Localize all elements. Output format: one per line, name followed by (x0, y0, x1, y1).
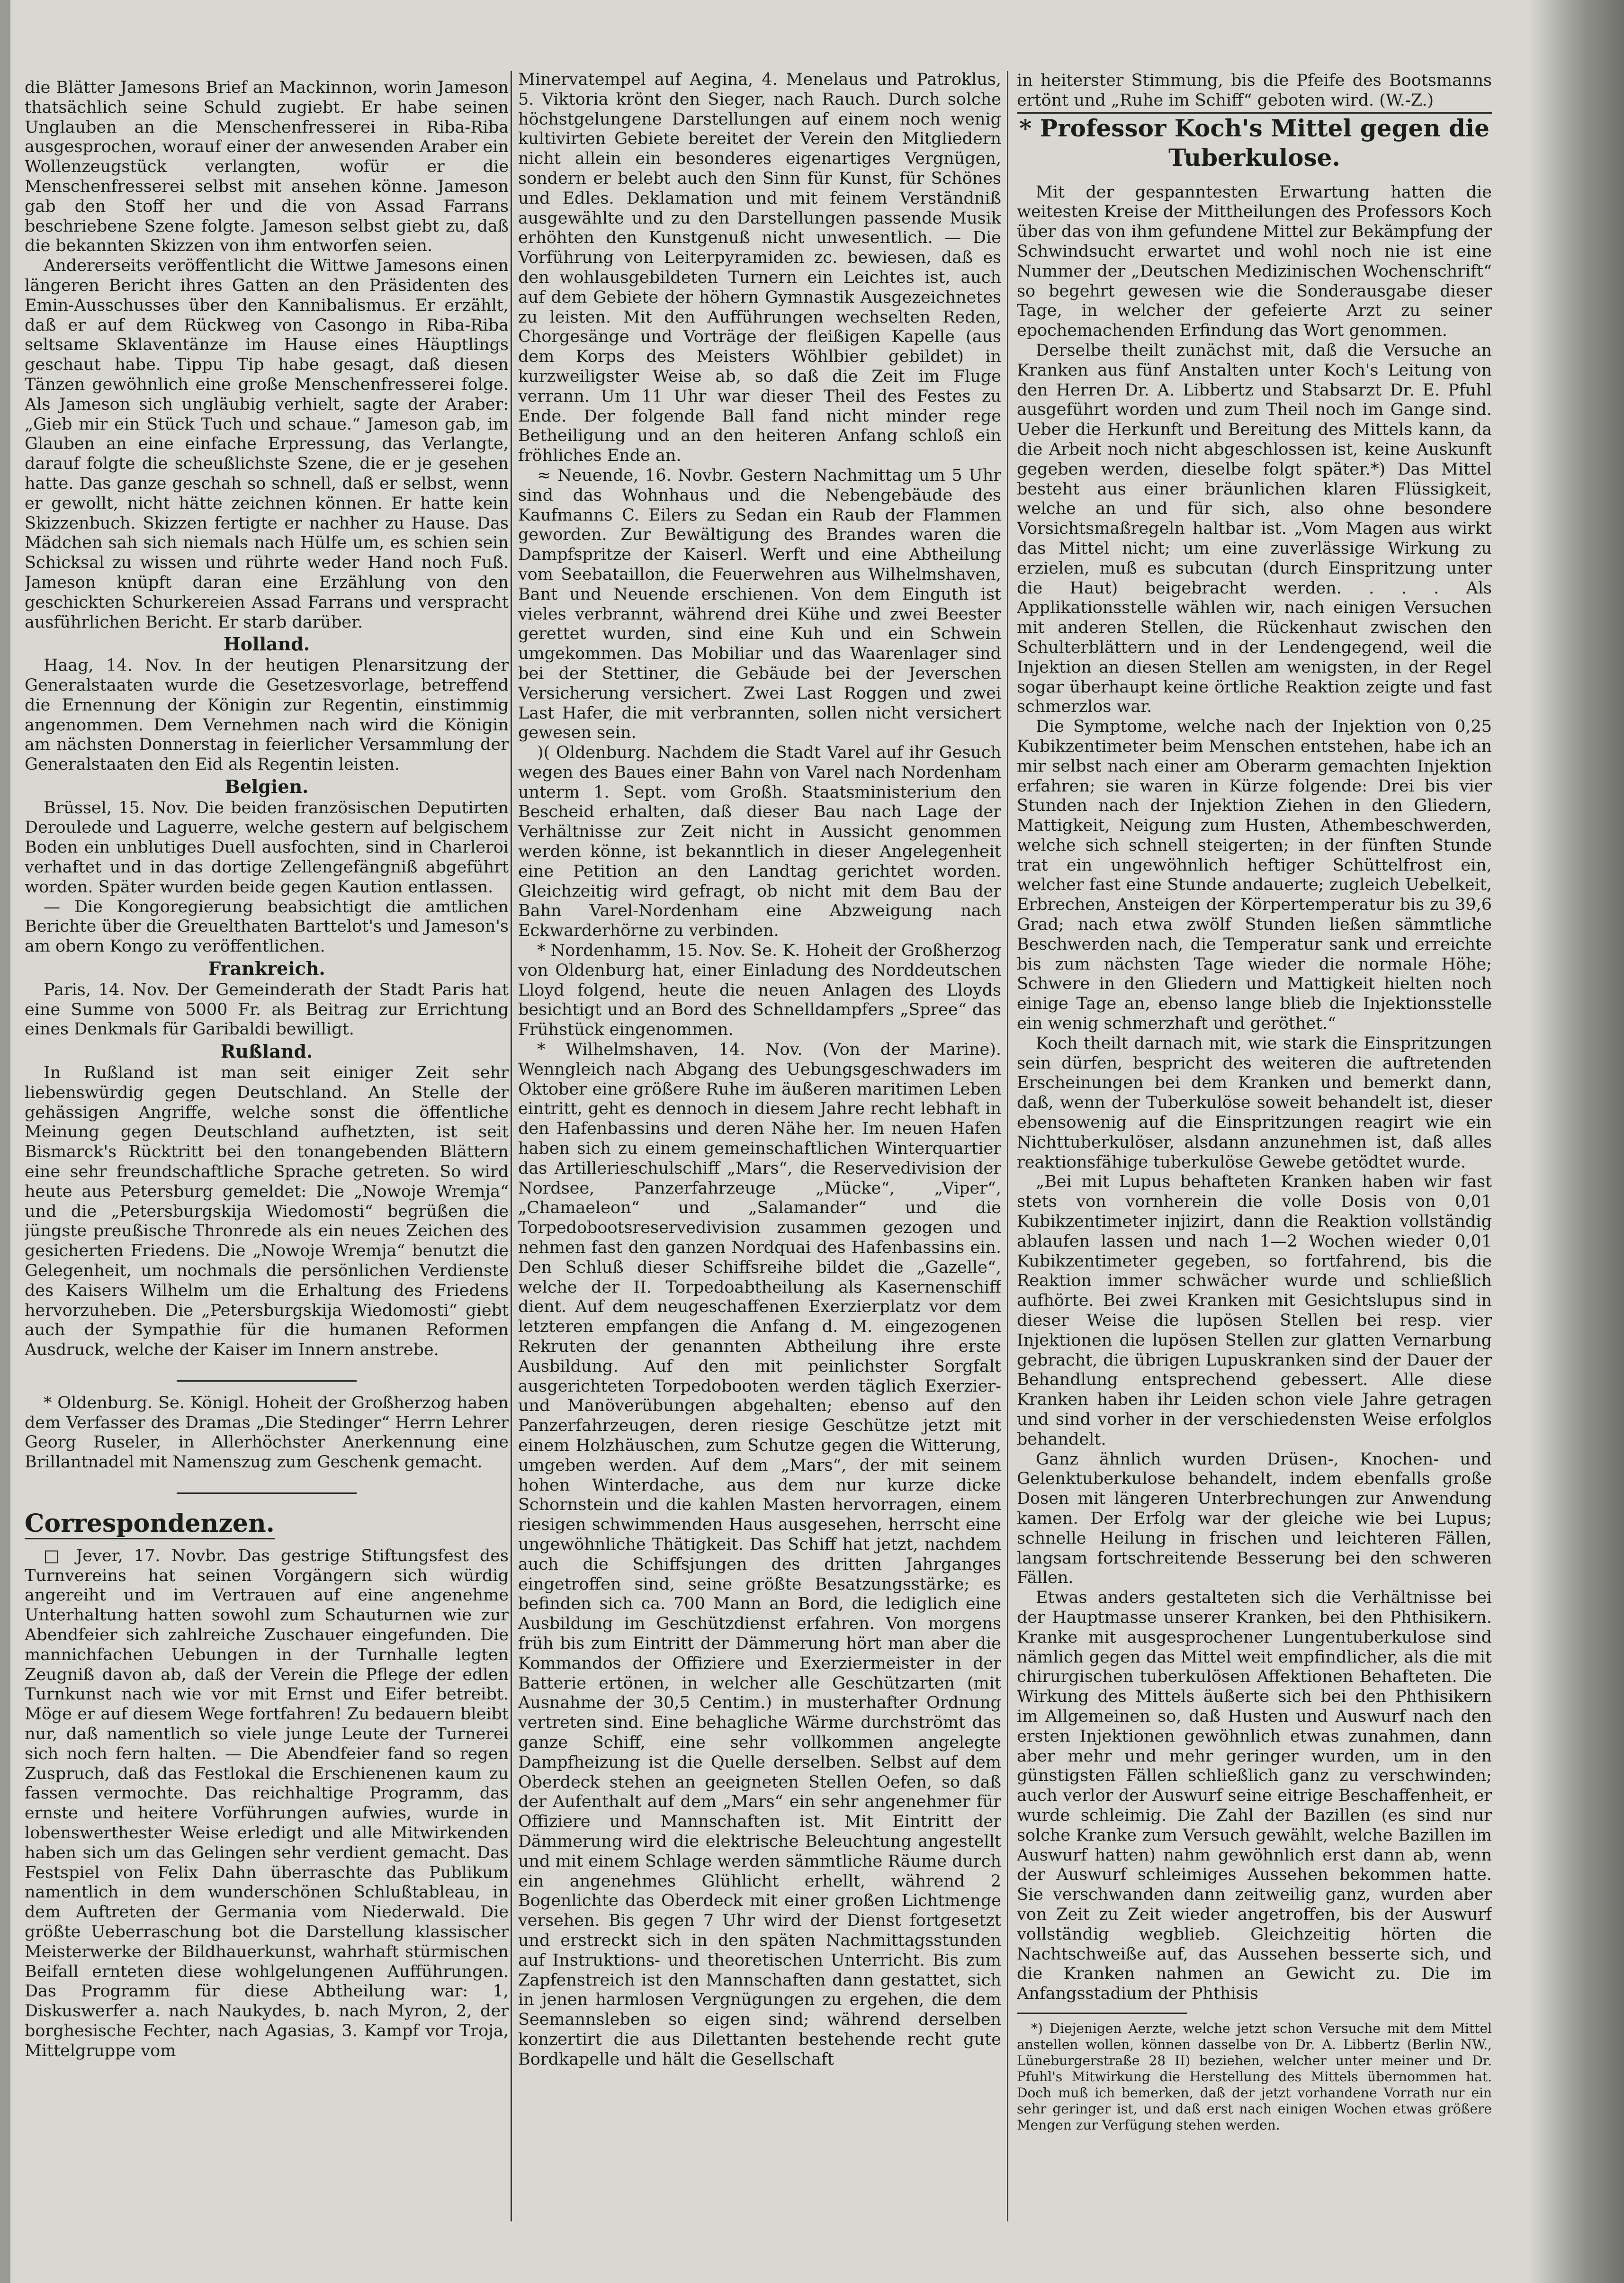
column-1 (25, 78, 509, 2229)
article-text: die Blätter Jamesons Brief an Mackinnon, worin Jameson thatsächlich seine Schuld zugiebt. Er habe seinen Unglauben an die Menschenfresserei in Riba-Riba ausgesprochen, worauf einer der anwesenden Araber ein Wollenzeugstück verlangten, wofür er die Menschenfresserei selbst mit ansehen könne. Jameson gab den Stoff her und die von Assad Farrans beschriebene Szene folgte. Jameson selbst giebt zu, daß die bekannten Skizzen von ihm entworfen seien. (25, 78, 509, 256)
section-heading-holland: Holland. (223, 633, 310, 655)
footnote-rule (1017, 2013, 1187, 2014)
section-heading-correspondenzen: Correspondenzen. (25, 1510, 509, 1538)
article-text: Die Symptome, welche nach der Injektion von 0,25 Kubikzentimeter beim Menschen entstehen, habe ich an mir selbst nach einer am Oberarm gemachten Injektion erfahren; sie waren in Kürze folgende: Drei bis vier Stunden nach der Injektion Ziehen in den Gliedern, Mattigkeit, Neigung zum Husten, Athembeschwerden, welche sich schnell steigerten; in der fünften Stunde trat ein ungewöhnlich heftiger Schüttelfrost ein, welcher fast eine Stunde andauerte; zugleich Uebelkeit, Erbrechen, Ansteigen der Körpertemperatur bis zu 39,6 Grad; nach etwa zwölf Stunden ließen sämmtliche Beschwerden nach, die Temperatur sank und erreichte bis zum nächsten Tage wieder die normale Höhe; Schwere in den Gliedern und Mattigkeit hielten noch einige Tage an, ebenso lange blieb die Injektionsstelle ein wenig schmerzhaft und geröthet.“ (1017, 717, 1492, 1034)
article-text: □ Jever, 17. Novbr. Das gestrige Stiftungsfest des Turnvereins hat seinen Vorgängern sich würdig angereiht und im Vertrauen auf eine angenehme Unterhaltung hatten sowohl zum Schauturnen wie zur Abendfeier sich zahlreiche Zuschauer eingefunden. Die mannichfachen Uebungen in der Turnhalle legten Zeugniß davon ab, daß der Verein die Pflege der edlen Turnkunst nach wie vor mit Ernst und Eifer betreibt. Möge er auf diesem Wege fortfahren! Zu bedauern bleibt nur, daß namentlich so viele junge Leute der Turnerei sich noch fern halten. — Die Abendfeier fand so regen Zuspruch, daß das Festlokal die Erschienenen kaum zu fassen vermochte. Das reichhaltige Programm, das ernste und heitere Vorführungen aufwies, wurde in lobenswerthester Weise erledigt und alle Mitwirkenden haben sich um das Gelingen sehr verdient gemacht. Das Festspiel von Felix Dahn überraschte das Publikum namentlich in dem wunderschönen Schlußtableau, in dem Auftreten der Germania vom Niederwald. Die größte Ueberraschung bot die Darstellung klassischer Meisterwerke der Bildhauerkunst, wahrhaft stürmischen Beifall ernteten diese wohlgelungenen Aufführungen. Das Programm für diese Abtheilung war: 1, Diskuswerfer a. nach Naukydes, b. nach Myron, 2, der borghesische Fechter, nach Agasias, 3. Kampf vor Troja, Mittelgruppe vom (25, 1546, 509, 2060)
article-text: Mit der gespanntesten Erwartung hatten die weitesten Kreise der Mittheilungen des Professors Koch über das von ihm gefundene Mittel zur Bekämpfung der Schwindsucht erwartet und wohl noch nie ist eine Nummer der „Deutschen Medizinischen Wochenschrift“ so begehrt gewesen wie die Sonderausgabe dieser Tage, in welcher der gefeierte Arzt zu seiner epochemachenden Erfindung das Wort genommen. (1017, 182, 1492, 341)
article-text: Haag, 14. Nov. In der heutigen Plenarsitzung der Generalstaaten wurde die Gesetzesvorlage, betreffend die Ernennung der Königin zur Regentin, einstimmig angenommen. Dem Vernehmen nach wird die Königin am nächsten Donnerstag in feierlicher Versammlung der Generalstaaten den Eid als Regentin leisten. (25, 656, 509, 774)
article-text: Ganz ähnlich wurden Drüsen-, Knochen- und Gelenktuberkulose behandelt, indem ebenfalls große Dosen mit längeren Unterbrechungen zur Anwendung kamen. Der Erfolg war der gleiche wie bei Lupus; schnelle Heilung in frischen und leichteren Fällen, langsam fortschreitende Besserung bei den schweren Fällen. (1017, 1449, 1492, 1588)
article-text: ≈ Neuende, 16. Novbr. Gestern Nachmittag um 5 Uhr sind das Wohnhaus und die Nebengebäude des Kaufmanns C. Eilers zu Sedan ein Raub der Flammen geworden. Zur Bewältigung des Brandes waren die Dampfspritze der Kaiserl. Werft und eine Abtheilung vom Seebataillon, die Feuerwehren aus Wilhelmshaven, Bant und Neuende erschienen. Von dem Einguth ist vieles verbrannt, während drei Kühe und zwei Beester gerettet wurden, sind eine Kuh und ein Schwein umgekommen. Das Mobiliar und das Waarenlager sind bei der Stettiner, die Gebäude bei der Jeverschen Versicherung versichert. Zwei Last Roggen und zwei Last Hafer, die mit verbrannten, sollen nicht versichert gewesen sein. (518, 466, 1001, 743)
section-heading-frankreich: Frankreich. (208, 958, 325, 980)
page-edge-shadow (1529, 0, 1624, 2283)
article-text: Minervatempel auf Aegina, 4. Menelaus und Patroklus, 5. Viktoria krönt den Sieger, nach Rauch. Durch solche höchstgelungene Darstellungen auf einem noch wenig kultivirten Gebiete bereitet der Verein den Mitgliedern nicht allein ein besonderes eigenartiges Vergnügen, sondern er belebt auch den Sinn für Kunst, für Schönes und Edles. Deklamation und mit feinem Verständniß ausgewählte und zu den Darstellungen passende Musik erhöhten den Kunstgenuß nicht unwesentlich. — Die Vorführung von Leiterpyramiden zc. bewiesen, daß es den wohlausgebildeten Turnern ein Leichtes ist, auch auf dem Gebiete der höhern Gymnastik Ausgezeichnetes zu leisten. Mit den Aufführungen wechselten Reden, Chorgesänge und Vorträge der fleißigen Kapelle (aus dem Korps des Meisters Wöhlbier gebildet) in kurzweiligster Weise ab, so daß die Zeit im Fluge verrann. Um 11 Uhr war dieser Theil des Festes zu Ende. Der folgende Ball fand nicht minder rege Betheiligung und an den heiteren Anfang schloß ein fröhliches Ende an. (518, 70, 1001, 466)
article-text: „Bei mit Lupus behafteten Kranken haben wir fast stets von vornherein die volle Dosis von 0,01 Kubikzentimeter injizirt, dann die Reaktion vollständig ablaufen lassen und nach 1—2 Wochen wieder 0,01 Kubikzentimeter gegeben, so fortfahrend, bis die Reaktion immer schwächer wurde und schließlich aufhörte. Bei zwei Kranken mit Gesichtslupus sind in dieser Weise die lupösen Stellen bei resp. vier Injektionen die lupösen Stellen zur glatten Vernarbung gebracht, die übrigen Lupuskranken sind der Dauer der Behandlung entsprechend gebessert. Alle diese Kranken haben ihr Leiden schon viele Jahre getragen und sind vorher in der verschiedensten Weise erfolglos behandelt. (1017, 1172, 1492, 1449)
article-text: Etwas anders gestalteten sich die Verhältnisse bei der Hauptmasse unserer Kranken, bei den Phthisikern. Kranke mit ausgesprochener Lungentuberkulose sind nämlich gegen das Mittel weit empfindlicher, als die mit chirurgischen tuberkulösen Affektionen Behafteten. Die Wirkung des Mittels äußerte sich bei den Phthisikern im Allgemeinen so, daß Husten und Auswurf nach den ersten Injektionen gewöhnlich etwas zunahmen, dann aber mehr und mehr geringer wurden, um in den günstigsten Fällen schließlich ganz zu verschwinden; auch verlor der Auswurf seine eitrige Beschaffenheit, er wurde schleimig. Die Zahl der Bazillen (es sind nur solche Kranke zum Versuch gewählt, welche Bazillen im Auswurf hatten) nahm gewöhnlich erst dann ab, wenn der Auswurf schleimiges Aussehen bekommen hatte. Sie verschwanden dann zeitweilig ganz, wurden aber von Zeit zu Zeit wieder angetroffen, bis der Auswurf vollständig wegblieb. Gleichzeitig hörten die Nachtschweiße auf, das Aussehen besserte sich, und die Kranken nahmen an Gewicht zu. Die im Anfangsstadium der Phthisis (1017, 1588, 1492, 2004)
article-text: * Wilhelmshaven, 14. Nov. (Von der Marine). Wenngleich nach Abgang des Uebungsgeschwaders im Oktober eine größere Ruhe im äußeren maritimen Leben eintritt, geht es dennoch in diesem Jahre recht lebhaft in den Hafenbassins und deren Nähe her. Im neuen Hafen haben sich zu einem gemeinschaftlichen Winterquartier das Artillerieschulschiff „Mars“, die Reservedivision der Nordsee, Panzerfahrzeuge „Mücke“, „Viper“, „Chamaeleon“ und „Salamander“ und die Torpedobootsreservedivision zusammen gezogen und nehmen fast den ganzen Nordquai des Hafenbassins ein. Den Schluß dieser Schiffsreihe bildet die „Gazelle“, welche der II. Torpedoabtheilung als Kasernenschiff dient. Auf dem neugeschaffenen Exerzierplatz vor dem letzteren empfangen die Anfang d. M. eingezogenen Rekruten der genannten Abtheilung ihre erste Ausbildung. Auf den mit peinlichster Sorgfalt ausgerichteten Torpedobooten werden täglich Exerzier- und Manöverübungen abgehalten; ebenso auf den Panzerfahrzeugen, deren riesige Geschütze jetzt mit einem Holzhäuschen, zum Schutze gegen die Witterung, umgeben werden. Auf dem „Mars“, der mit seinem hohen Winterdache, aus dem nur kurze dicke Schornstein und die kahlen Masten hervorragen, einem riesigen schwimmenden Haus ausgesehen, herrscht eine ungewöhnliche Thätigkeit. Das Schiff hat jetzt, nachdem auch die Schiffsjungen des dritten Jahrganges eingetroffen sind, seine größte Besatzungsstärke; es befinden sich ca. 700 Mann an Bord, die lediglich eine Ausbildung im Geschützdienst erfahren. Von morgens früh bis zum Eintritt der Dämmerung hört man aber die Kommandos der Offiziere und Exerziermeister in der Batterie ertönen, in welcher alle Geschützarten (mit Ausnahme der 30,5 Centim.) in musterhafter Ordnung vertreten sind. Eine behagliche Wärme durchströmt das ganze Schiff, eine sehr vollkommen angelegte Dampfheizung ist die Quelle derselben. Selbst auf dem Oberdeck stehen an geeigneten Stellen Oefen, so daß der Aufenthalt auf dem „Mars“ ein sehr angenehmer für Offiziere und Mannschaften ist. Mit Eintritt der Dämmerung wird die elektrische Beleuchtung angestellt und mit einem Schlage werden sämmtliche Räume durch ein angenehmes Glühlicht erhellt, während 2 Bogenlichte das Oberdeck mit einer großen Lichtmenge versehen. Bis gegen 7 Uhr wird der Dienst fortgesetzt und erstreckt sich in den späten Nachmittagsstunden auf Instruktions- und theoretischen Unterricht. Bis zum Zapfenstreich ist den Mannschaften dann gestattet, sich in jenen harmlosen Vergnügungen zu ergehen, die dem Seemannsleben so eigen sind; während derselben konzertirt die aus Dilettanten bestehende recht gute Bordkapelle und hält die Gesellschaft (518, 1040, 1001, 2069)
separator-rule (25, 1367, 509, 1387)
article-text: — Die Kongoregierung beabsichtigt die amtlichen Berichte über die Greuelthaten Barttelot's und Jameson's am obern Kongo zu veröffentlichen. (25, 897, 509, 956)
footnote: *) Diejenigen Aerzte, welche jetzt schon Versuche mit dem Mittel anstellen wollen, können dasselbe von Dr. A. Libbertz (Berlin NW., Lüneburgerstraße 28 II) beziehen, welcher unter meiner und Dr. Pfuhl's Mitwirkung die Herstellung des Mittels übernommen hat. Doch muß ich bemerken, daß der jetzt vorhandene Vorrath nur ein sehr geringer ist, und daß erst nach einigen Wochen etwas größere Mengen zur Verfügung stehen werden. (1017, 2020, 1492, 2133)
article-text: in heiterster Stimmung, bis die Pfeife des Bootsmanns ertönt und „Ruhe im Schiff“ geboten wird. (W.-Z.) (1017, 71, 1492, 110)
column-3 (1017, 71, 1492, 2202)
article-text: * Oldenburg. Se. Königl. Hoheit der Großherzog haben dem Verfasser des Dramas „Die Stedinger“ Herrn Lehrer Georg Ruseler, in Allerhöchster Anerkennung eine Brillantnadel mit Namenszug zum Geschenk gemacht. (25, 1393, 509, 1472)
column-divider-2 (1007, 71, 1008, 2221)
article-text: Derselbe theilt zunächst mit, daß die Versuche an Kranken aus fünf Anstalten unter Koch's Leitung von den Herren Dr. A. Libbertz und Stabsarzt Dr. E. Pfuhl ausgeführt worden und zum Theil noch im Gange sind. Ueber die Herkunft und Bereitung des Mittels kann, da die Arbeit noch nicht abgeschlossen ist, keine Auskunft gegeben werden, dieselbe folgt später.*) Das Mittel besteht aus einer bräunlichen klaren Flüssigkeit, welche an und für sich, also ohne besondere Vorsichtsmaßregeln haltbar ist. „Vom Magen aus wirkt das Mittel nicht; um eine zuverlässige Wirkung zu erzielen, muß es subcutan (durch Einspritzung unter die Haut) beigebracht werden. . . . Als Applikationsstelle wählen wir, nach einigen Versuchen mit anderen Stellen, die Rückenhaut zwischen den Schulterblättern und in der Lendengegend, weil die Injektion an diesen Stellen am wenigsten, in der Regel sogar überhaupt keine örtliche Reaktion zeigte und fast schmerzlos war. (1017, 341, 1492, 717)
article-heading-koch: * Professor Koch's Mittel gegen die Tuberkulose. (1019, 114, 1489, 171)
article-text: In Rußland ist man seit einiger Zeit sehr liebenswürdig gegen Deutschland. An Stelle der gehässigen Angriffe, welche sonst die öffentliche Meinung gegen Deutschland aufhetzten, ist seit Bismarck's Rücktritt bei den tonangebenden Blättern eine sehr freundschaftliche Sprache getreten. So wird heute aus Petersburg gemeldet: Die „Nowoje Wremja“ und die „Petersburgskija Wiedomosti“ begrüßen die jüngste preußische Thronrede als ein neues Zeichen des gesicherten Friedens. Die „Nowoje Wremja“ benutzt die Gelegenheit, um nochmals die persönlichen Verdienste des Kaisers Wilhelm um die Erhaltung des Friedens hervorzuheben. Die „Petersburgskija Wiedomosti“ giebt auch der Sympathie für die humanen Reformen Ausdruck, welche der Kaiser im Innern anstrebe. (25, 1063, 509, 1360)
article-text: Andererseits veröffentlicht die Wittwe Jamesons einen längeren Bericht ihres Gatten an den Präsidenten des Emin-Ausschusses über den Kannibalismus. Er erzählt, daß er auf dem Rückweg von Casongo in Riba-Riba seltsame Sklaventänze im Hause eines Häuptlings geschaut habe. Tippu Tip habe gesagt, daß diesen Tänzen gewöhnlich eine große Menschenfresserei folge. Als Jameson sich ungläubig verhielt, sagte der Araber: „Gieb mir ein Stück Tuch und schaue.“ Jameson gab, im Glauben an eine einfache Erpressung, das Verlangte, darauf folgte die scheußlichste Szene, die er je gesehen hatte. Das ganze geschah so schnell, daß er selbst, wenn er gewollt, nicht hätte zeichnen können. Er hatte kein Skizzenbuch. Skizzen fertigte er nachher zu Hause. Das Mädchen sah sich niemals nach Hülfe um, es schien sein Schicksal zu wissen und rührte weder Hand noch Fuß. Jameson knüpft daran eine Erzählung von den geschickten Schurkereien Assad Farrans und verspracht ausführlichen Bericht. Er starb darüber. (25, 256, 509, 632)
article-text: )( Oldenburg. Nachdem die Stadt Varel auf ihr Gesuch wegen des Baues einer Bahn von Varel nach Nordenham unterm 1. Sept. vom Großh. Staatsministerium den Bescheid erhalten, daß dieser Bau nach Lage der Verhältnisse zur Zeit nicht in Aussicht genommen werden könne, ist bekanntlich in dieser Angelegenheit eine Petition an den Landtag gerichtet worden. Gleichzeitig wird gefragt, ob nicht mit dem Bau der Bahn Varel-Nordenham eine Abzweigung nach Eckwarderhörne zu verbinden. (518, 743, 1001, 941)
separator-rule (25, 1479, 509, 1499)
article-text: Brüssel, 15. Nov. Die beiden französischen Deputirten Deroulede und Laguerre, welche gestern auf belgischem Boden ein unblutiges Duell ausfochten, sind in Charleroi verhaftet und in das dortige Zellengefängniß abgeführt worden. Später wurden beide gegen Kaution entlassen. (25, 798, 509, 897)
article-text: Paris, 14. Nov. Der Gemeinderath der Stadt Paris hat eine Summe von 5000 Fr. als Beitrag zur Errichtung eines Denkmals für Garibaldi bewilligt. (25, 980, 509, 1039)
column-2 (518, 70, 1001, 2220)
section-heading-belgien: Belgien. (224, 775, 309, 797)
section-heading-russland: Rußland. (220, 1041, 313, 1062)
column-divider-1 (511, 71, 512, 2221)
article-text: * Nordenhamm, 15. Nov. Se. K. Hoheit der Großherzog von Oldenburg hat, einer Einladung des Norddeutschen Lloyd folgend, heute die neuen Anlagen des Lloyds besichtigt und an Bord des Schnelldampfers „Spree“ das Frühstück eingenommen. (518, 941, 1001, 1040)
binding-edge (0, 0, 10, 2283)
article-text: Koch theilt darnach mit, wie stark die Einspritzungen sein dürfen, bespricht des weiteren die auftretenden Erscheinungen bei dem Kranken und bemerkt dann, daß, wenn der Tuberkulöse soweit behandelt ist, dieser ebensowenig auf die Einspritzungen reagirt wie ein Nichttuberkulöser, alsdann anzunehmen ist, daß alles reaktionsfähige tuberkulöse Gewebe getödtet wurde. (1017, 1034, 1492, 1172)
